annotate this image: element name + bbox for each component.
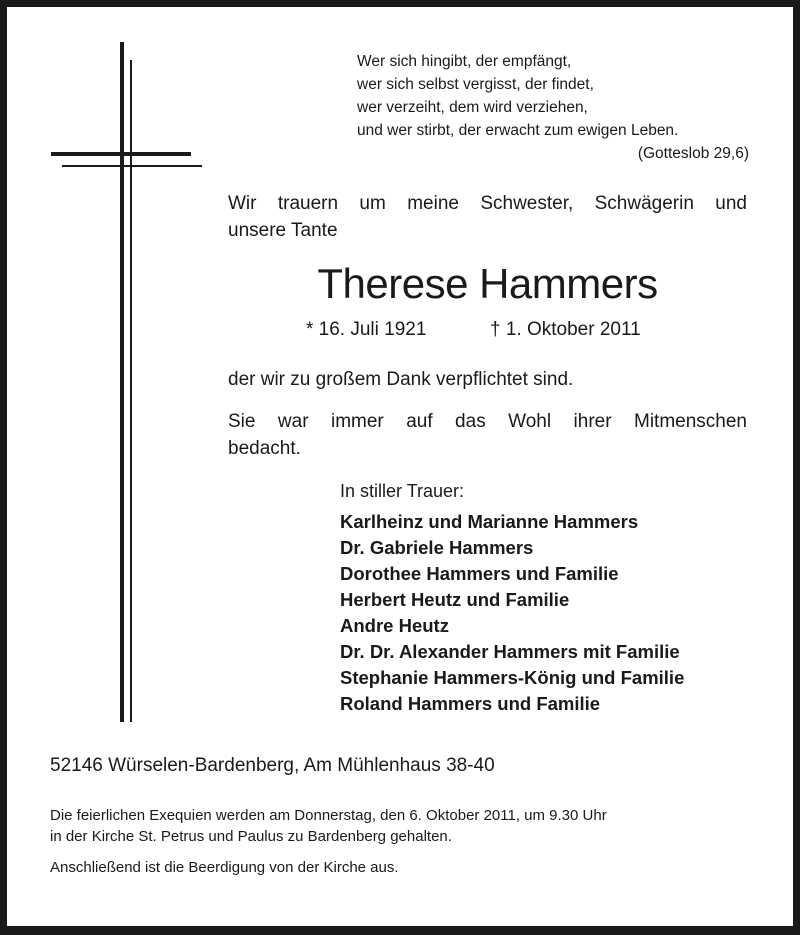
service-line: Die feierlichen Exequien werden am Donnerstag, den 6. Oktober 2011, um 9.30 Uhr	[50, 807, 607, 824]
cross-vertical-thin-bar	[130, 60, 132, 722]
quote-line: und wer stirbt, der erwacht zum ewigen Leben.	[357, 122, 679, 139]
address: 52146 Würselen-Bardenberg, Am Mühlenhaus 38-40	[50, 755, 495, 776]
deceased-name: Therese Hammers	[317, 260, 658, 307]
mourning-label: In stiller Trauer:	[340, 481, 465, 501]
death-date: † 1. Oktober 2011	[490, 319, 641, 340]
intro-line: Wir trauern um meine Schwester, Schwägerin und	[228, 193, 747, 214]
service-line: in der Kirche St. Petrus und Paulus zu Bardenberg gehalten.	[50, 828, 452, 845]
mourners-list	[340, 509, 760, 717]
service-info	[50, 805, 750, 847]
cross-vertical-bar	[120, 42, 124, 722]
cross-horizontal-bar	[51, 152, 191, 156]
burial-note: Anschließend ist die Beerdigung von der Kirche aus.	[50, 859, 399, 876]
mourner-item: Stephanie Hammers-König und Familie	[340, 667, 685, 688]
intro-line: unsere Tante	[228, 220, 338, 241]
thanks-text: der wir zu großem Dank verpflichtet sind.	[228, 369, 574, 390]
mourner-item: Andre Heutz	[340, 615, 449, 636]
mourner-item: Dr. Gabriele Hammers	[340, 537, 534, 558]
bible-quote	[357, 50, 749, 165]
tribute-line: bedacht.	[228, 438, 301, 459]
quote-reference: (Gotteslob 29,6)	[637, 145, 749, 162]
mourner-item: Karlheinz und Marianne Hammers	[340, 511, 639, 532]
mourner-item: Herbert Heutz und Familie	[340, 589, 570, 610]
quote-line: wer sich selbst vergisst, der findet,	[357, 76, 594, 93]
birth-date: * 16. Juli 1921	[306, 319, 427, 340]
tribute-text	[228, 408, 747, 462]
tribute-line: Sie war immer auf das Wohl ihrer Mitmenschen	[228, 411, 747, 432]
quote-line: Wer sich hingibt, der empfängt,	[357, 53, 572, 70]
intro-text	[228, 190, 747, 244]
mourner-item: Roland Hammers und Familie	[340, 693, 601, 714]
mourner-item: Dorothee Hammers und Familie	[340, 563, 619, 584]
quote-line: wer verzeiht, dem wird verziehen,	[357, 99, 588, 116]
mourner-item: Dr. Dr. Alexander Hammers mit Familie	[340, 641, 680, 662]
cross-horizontal-thin-bar	[62, 165, 202, 167]
